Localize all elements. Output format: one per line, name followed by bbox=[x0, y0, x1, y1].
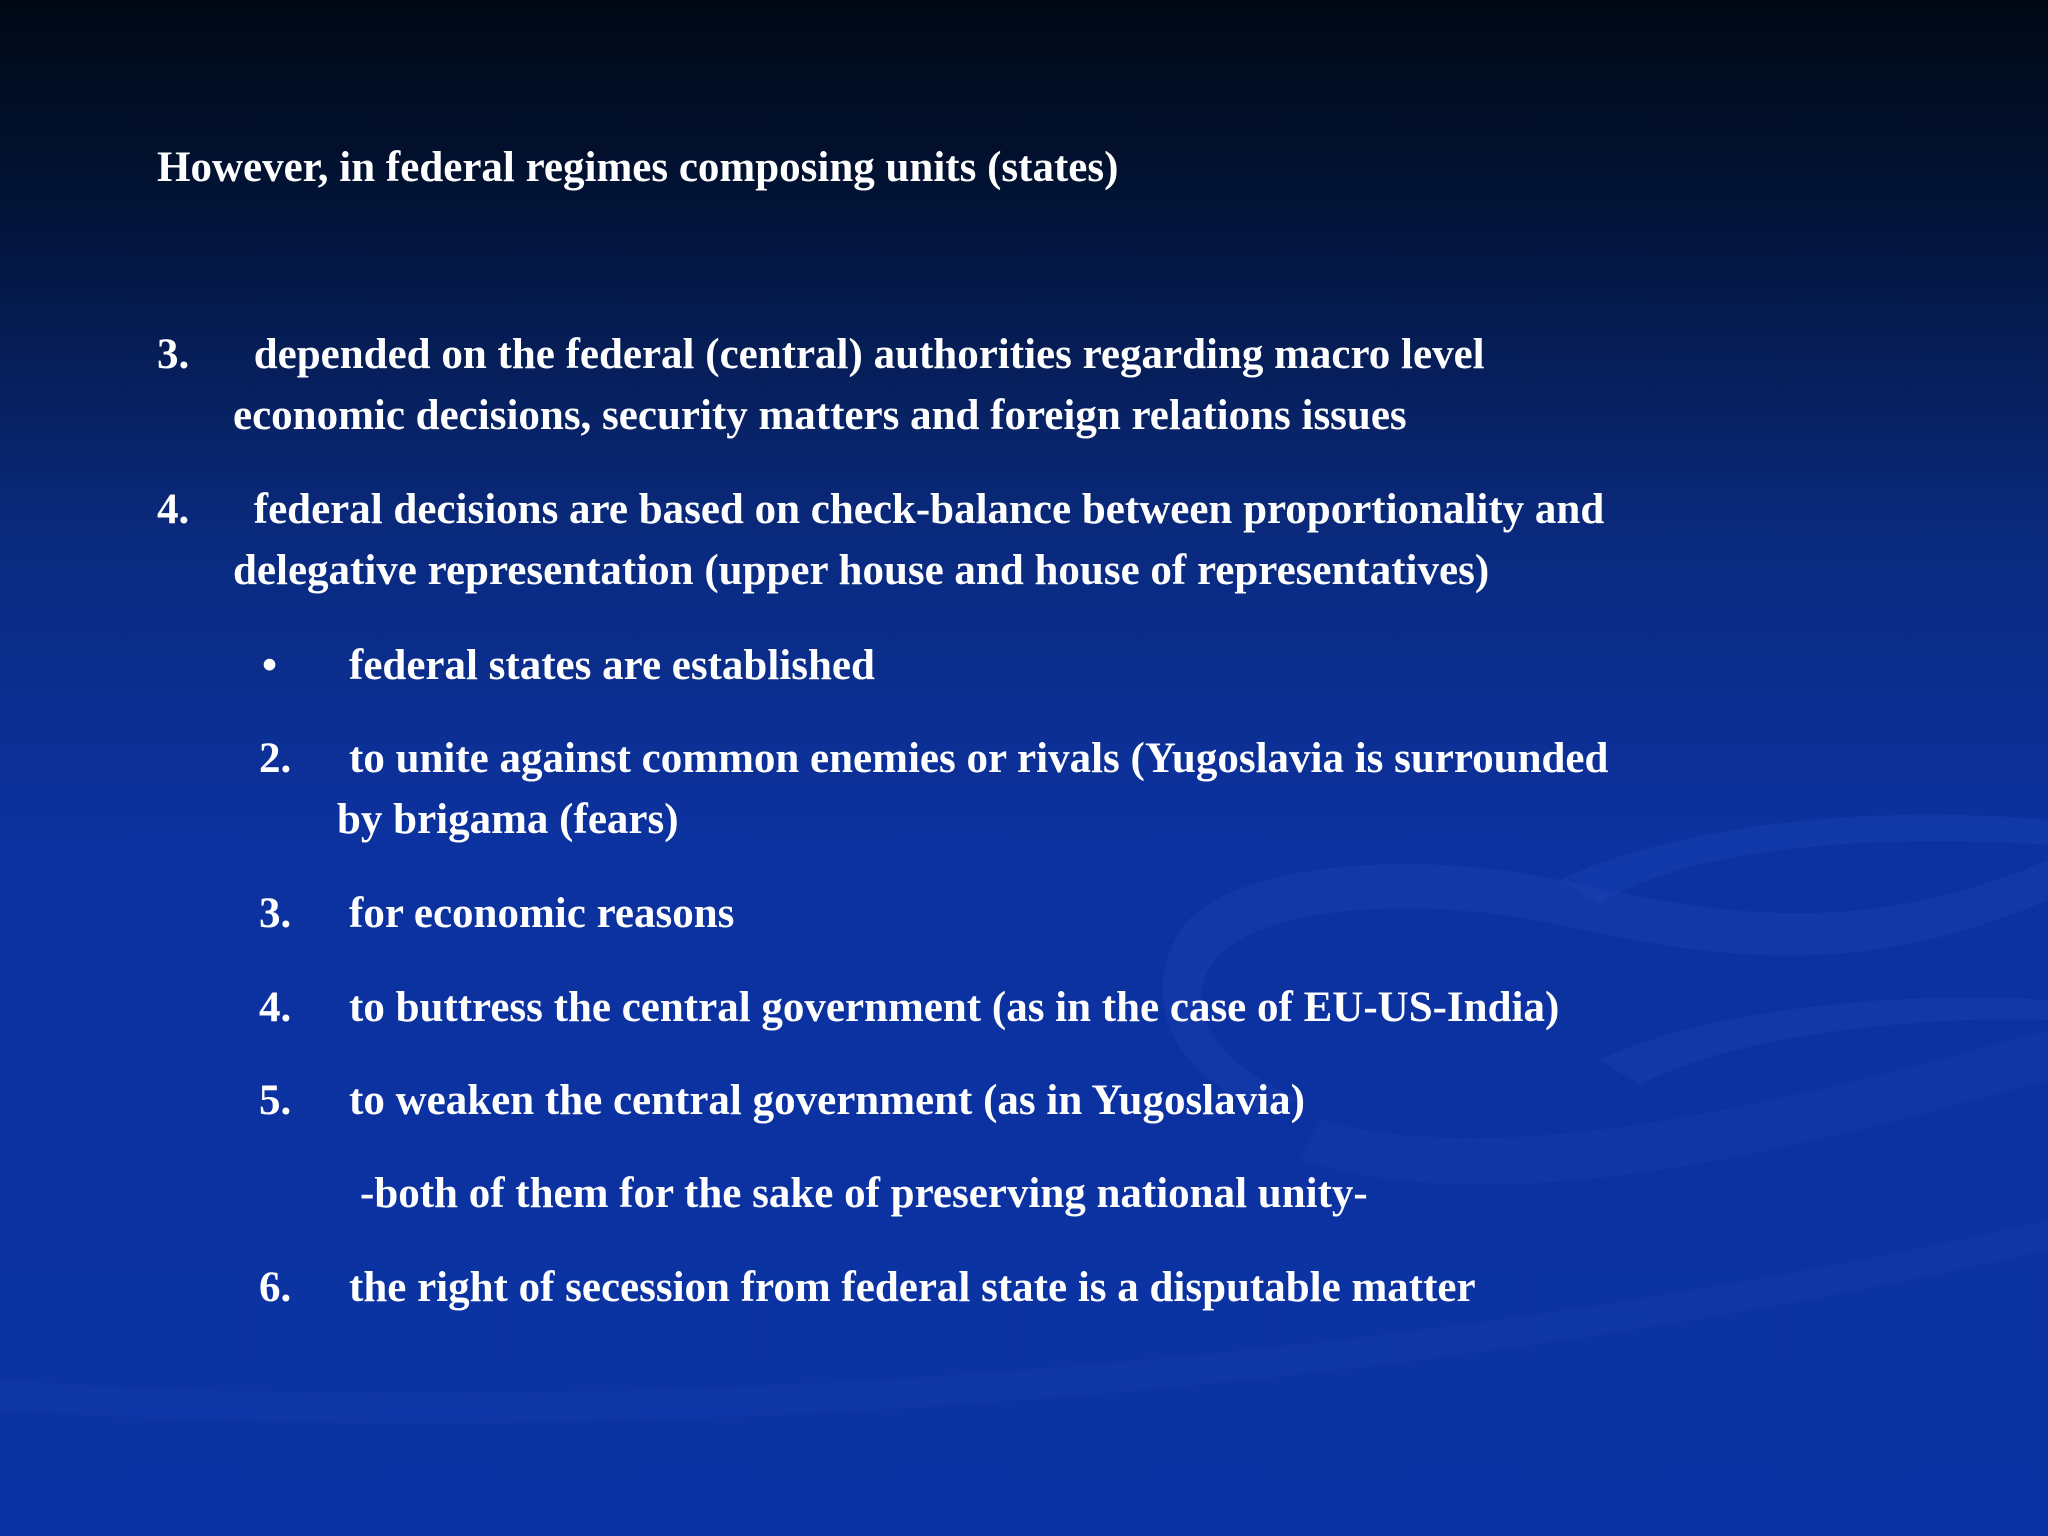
list-item-line: depended on the federal (central) authorities regarding macro level bbox=[243, 331, 1485, 378]
list-marker: 2. bbox=[259, 735, 292, 782]
list-item-text: federal states are established bbox=[349, 642, 875, 689]
list-item bbox=[157, 324, 1917, 446]
list-marker: 3. bbox=[259, 890, 292, 937]
slide-heading: However, in federal regimes composing units (states) bbox=[157, 144, 1119, 191]
bullet-icon: • bbox=[262, 642, 278, 689]
list-item-line: delegative representation (upper house and house of representatives) bbox=[233, 547, 1490, 594]
list-item-text: to weaken the central government (as in Yugoslavia) bbox=[349, 1077, 1305, 1124]
list-item-text: for economic reasons bbox=[349, 890, 735, 937]
list-item bbox=[259, 635, 1899, 696]
list-marker: 3. bbox=[157, 331, 190, 378]
list-marker: 4. bbox=[259, 984, 292, 1031]
list-item bbox=[259, 1257, 1899, 1318]
list-item bbox=[259, 977, 1899, 1038]
list-item-text: to buttress the central government (as in the case of EU-US-India) bbox=[349, 984, 1560, 1031]
list-marker: 6. bbox=[259, 1264, 292, 1311]
list-item-line: to unite against common enemies or rivals (Yugoslavia is surrounded bbox=[349, 735, 1609, 782]
list-item bbox=[259, 728, 1899, 850]
list-marker: 5. bbox=[259, 1077, 292, 1124]
list-item bbox=[259, 883, 1899, 944]
note-text: -both of them for the sake of preserving national unity- bbox=[360, 1170, 1368, 1217]
list-item-text: the right of secession from federal state is a disputable matter bbox=[349, 1264, 1476, 1311]
list-item-line: by brigama (fears) bbox=[337, 796, 679, 843]
list-item-line: economic decisions, security matters and foreign relations issues bbox=[233, 392, 1407, 439]
list-marker: 4. bbox=[157, 486, 190, 533]
list-item bbox=[259, 1070, 1899, 1131]
list-item bbox=[157, 479, 1917, 601]
list-item-line: federal decisions are based on check-balance between proportionality and bbox=[243, 486, 1605, 533]
